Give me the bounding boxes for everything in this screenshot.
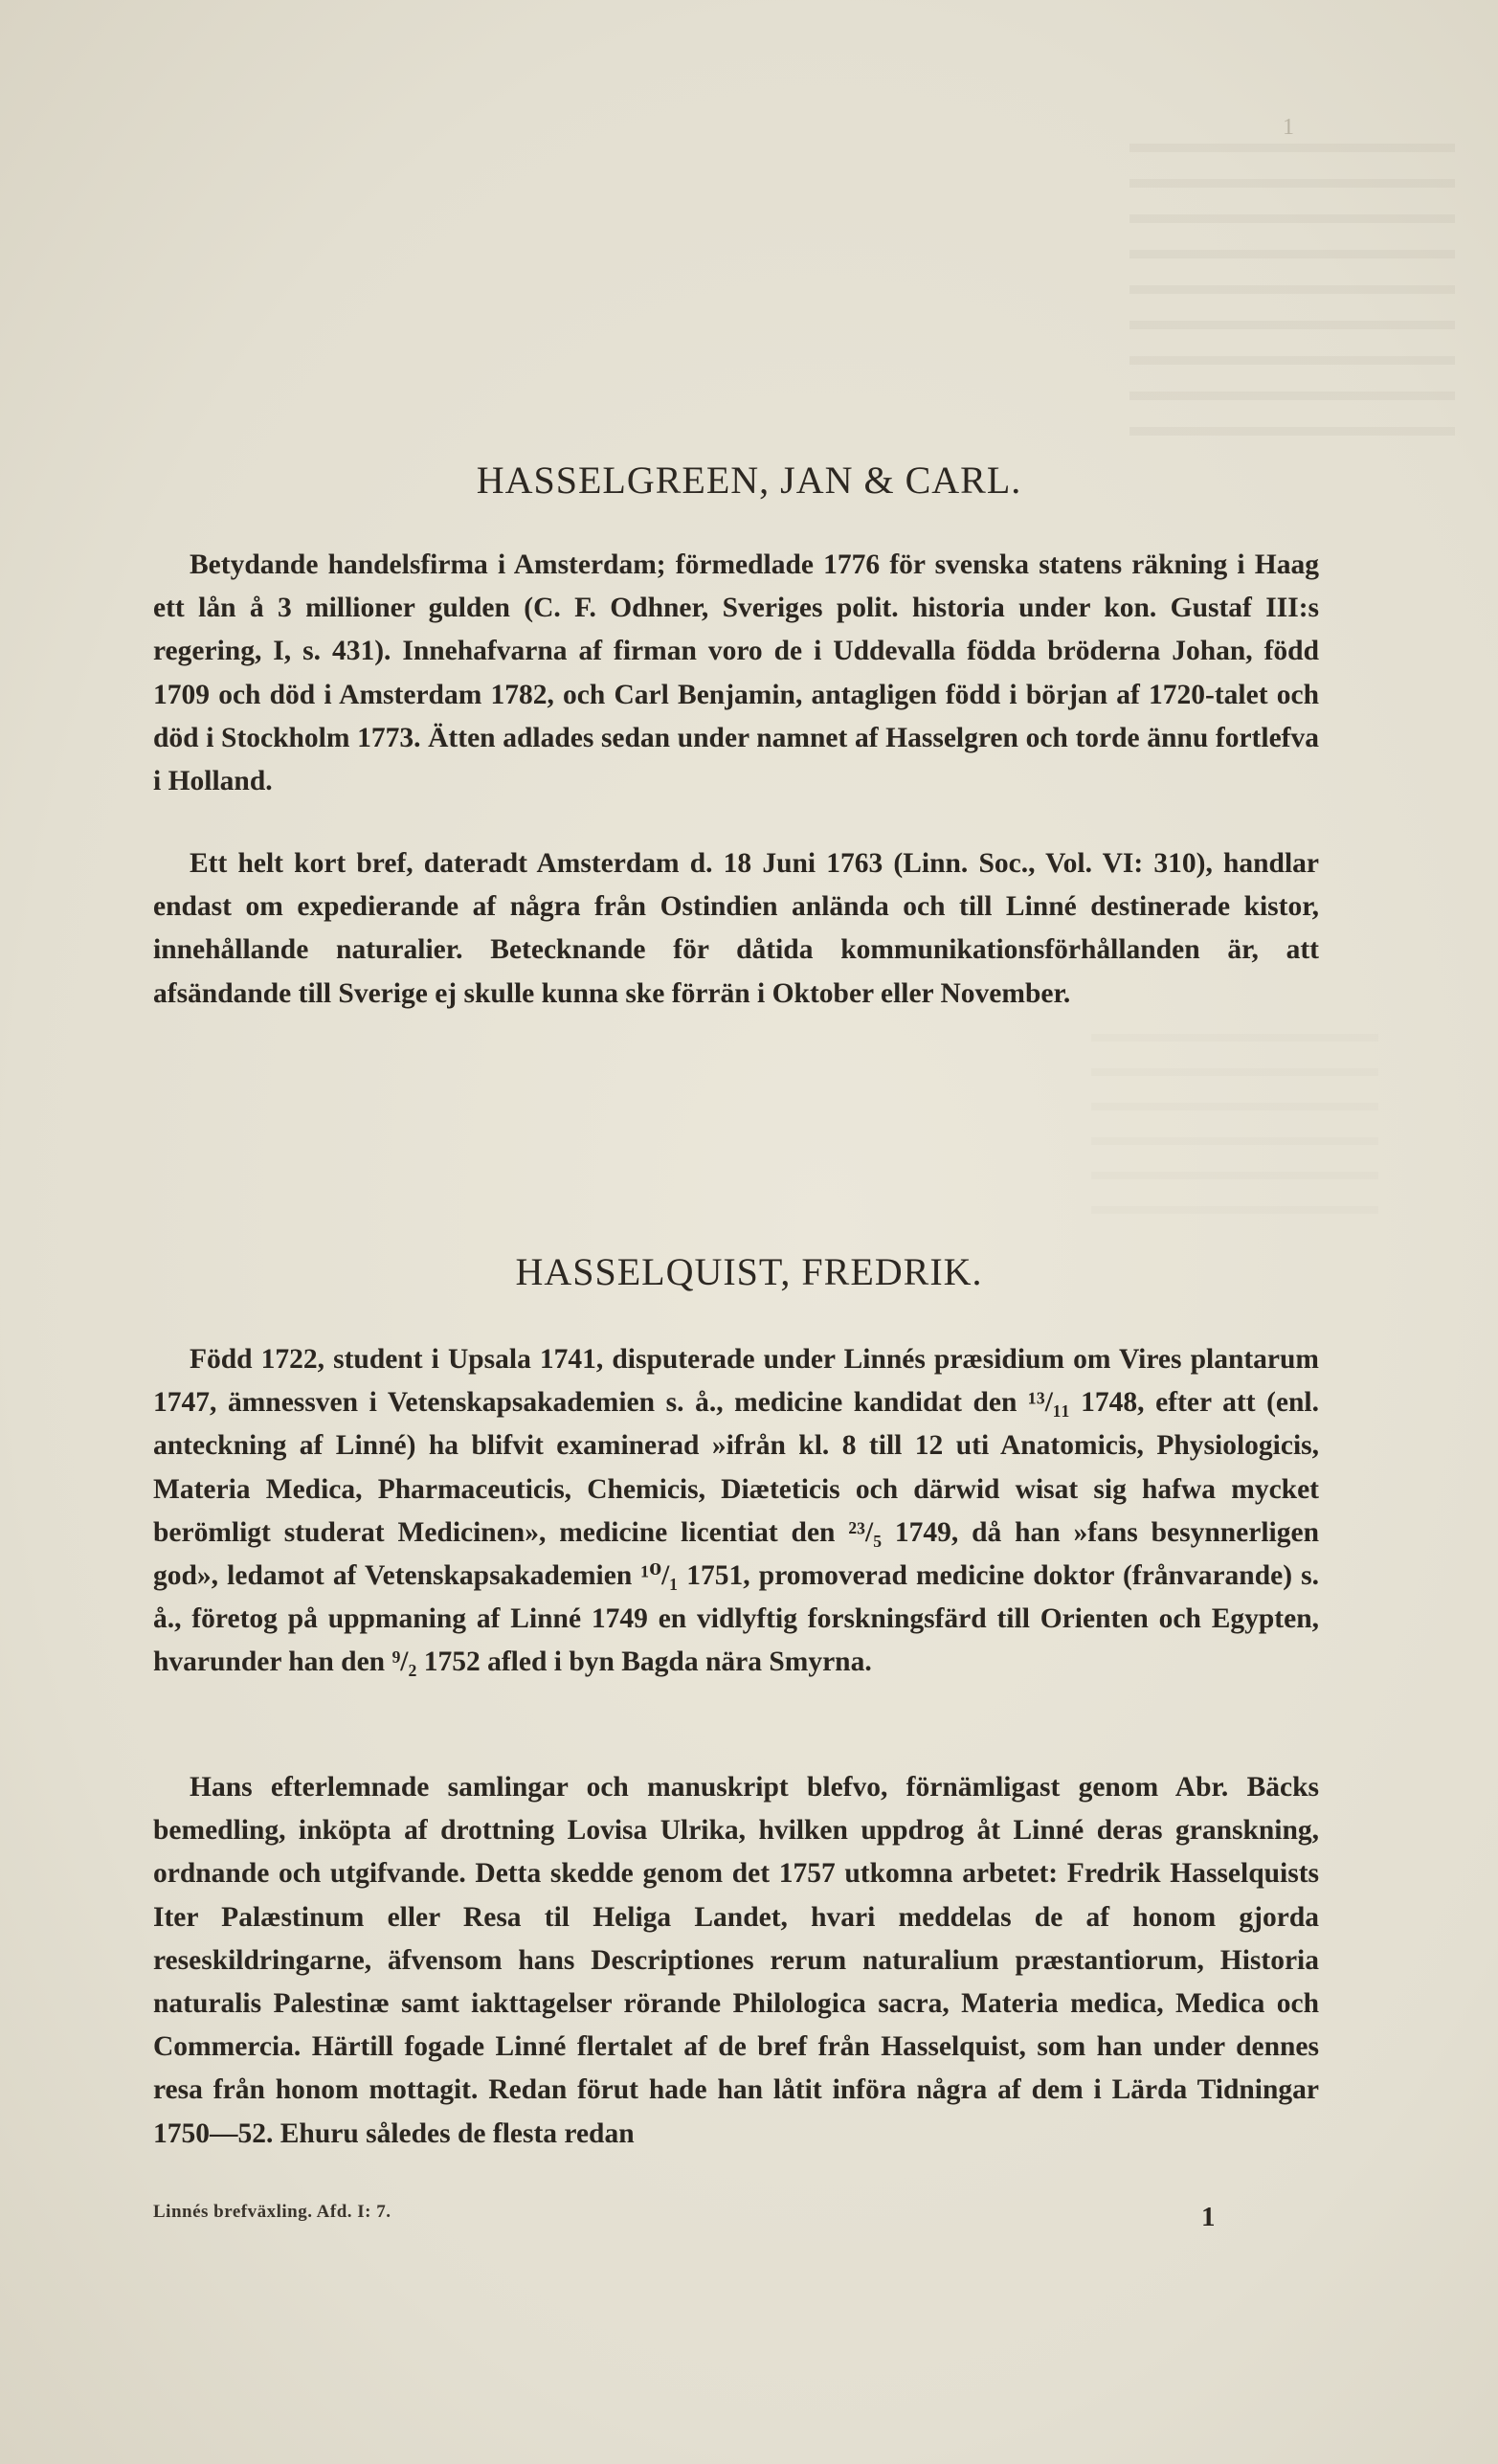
entry-heading-hasselquist: HASSELQUIST, FREDRIK. (515, 1250, 983, 1293)
paragraph: Ett helt kort bref, dateradt Amsterdam d. 18 Juni 1763 (Linn. Soc., Vol. VI: 310), handlar endast om expedierande af några från Ostindien anlända och till Linné destinerade kistor, innehållande naturalier. Betecknande för dåtida kommunikationsförhållanden är, att afsändande till Sverige ej skulle kunna ske förrän i Oktober eller November. (153, 848, 1319, 1009)
paragraph: Hans efterlemnade samlingar och manuskript blefvo, förnämligast genom Abr. Bäcks bemedling, inköpta af drottning Lovisa Ulrika, hvilken uppdrog åt Linné deras granskning, ordnande och utgifvande. Detta skedde genom det 1757 utkomna arbetet: Fredrik Hasselquists Iter Palæstinum eller Resa til Heliga Landet, hvari meddelas de af honom gjorda reseskildringarne, äfvensom hans Descriptiones rerum naturalium præstantiorum, Historia naturalis Palestinæ samt iakttagelser rörande Philologica sacra, Materia medica, Medica och Commercia. Härtill fogade Linné flertalet af de bref från Hasselquist, som han under dennes resa från honom mottagit. Redan förut hade han låtit införa några af dem i Lärda Tidningar 1750—52. Ehuru således de flesta redan (153, 1772, 1319, 2149)
top-corner-mark: 1 (1283, 115, 1294, 140)
page-number: 1 (1201, 2202, 1216, 2232)
entry-heading-hasselgreen: HASSELGREEN, JAN & CARL. (476, 459, 1022, 502)
paragraph: Betydande handelsfirma i Amsterdam; förmedlade 1776 för svenska statens räkning i Haag ett lån å 3 millioner gulden (C. F. Odhner, Sveriges polit. historia under kon. Gustaf III:s regering, I, s. 431). Innehafvarna af firman voro de i Uddevalla födda bröderna Johan, född 1709 och död i Amsterdam 1782, och Carl Benjamin, antagligen född i början af 1720-talet och död i Stockholm 1773. Ätten adlades sedan under namnet af Hasselgren och torde ännu fortlefva i Holland. (153, 549, 1319, 797)
footer-signature: Linnés brefväxling. Afd. I: 7. (153, 2202, 391, 2222)
paragraph: Född 1722, student i Upsala 1741, disputerade under Linnés præsidium om Vires plantarum 1747, ämnessven i Vetenskapsakademien s. å., medicine kandidat den ¹³/₁₁ 1748, efter att (enl. anteckning af Linné) ha blifvit examinerad »ifrån kl. 8 till 12 uti Anatomicis, Physiologicis, Materia Medica, Pharmaceuticis, Chemicis, Diæteticis och därwid wisat sig hafwa mycket berömligt studerat Medicinen», medicine licentiat den ²³/₅ 1749, då han »fans besynnerligen god», ledamot af Vetenskapsakademien ¹⁰/₁ 1751, promoverad medicine doktor (frånvarande) s. å., företog på uppmaning af Linné 1749 en vidlyftig forskningsfärd till Orienten och Egypten, hvarunder han den ⁹/₂ 1752 afled i byn Bagda nära Smyrna. (153, 1344, 1319, 1678)
bleed-through-text (1129, 144, 1455, 459)
bleed-through-text-lower (1091, 1034, 1378, 1225)
